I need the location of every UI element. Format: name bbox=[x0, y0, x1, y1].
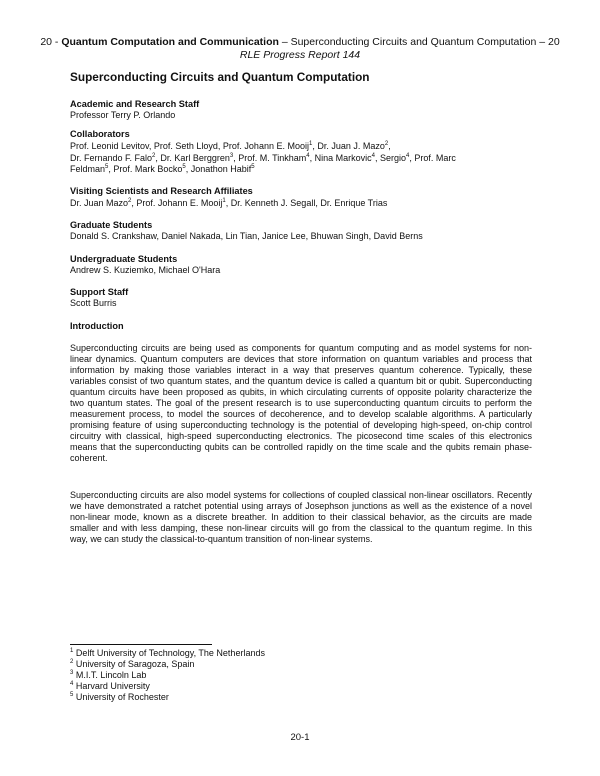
footnote-5: $^5$ University of Rochester bbox=[70, 692, 169, 702]
footnote-divider bbox=[70, 644, 212, 645]
heading-support-staff: Support Staff bbox=[70, 287, 129, 297]
heading-introduction: Introduction bbox=[70, 321, 124, 331]
intro-paragraph-1: Superconducting circuits are being used as components for quantum computing and as model systems for non-linear dynamics. Quantum computers are devices that store information on quantum variables and process that information by making those variables interact in a way that preserves quantum coherence. Typically, these variables consist of two quantum states, and the quantum device is called a quantum bit or qubit. Superconducting quantum circuits have been proposed as qubits, in which circulating currents of opposite polarity characterize the two quantum states. The goal of the present research is to use superconducting quantum circuits to perform the measurement process, to model the sources of decoherence, and to develop scalable algorithms. A particularly promising feature of using superconducting technology is the potential of developing high-speed, on-chip control circuitry with classical, high-speed superconducting electronics. The picosecond time scales of this electronics means that the superconducting qubits can be controlled rapidly on the time scale and the qubits remain phase-coherent. bbox=[70, 343, 532, 463]
header-bold-title: Quantum Computation and Communication bbox=[61, 36, 279, 48]
collaborators-line-3: Feldman$^5$, Prof. Mark Bocko$^5$, Jonathon Habif$^5$ bbox=[70, 164, 255, 174]
collaborators-line-1: Prof. Leonid Levitov, Prof. Seth Lloyd, Prof. Johann E. Mooij$^1$, Dr. Juan J. Mazo$^2$, bbox=[70, 141, 391, 151]
academic-staff-list: Professor Terry P. Orlando bbox=[70, 110, 176, 120]
heading-undergraduate-students: Undergraduate Students bbox=[70, 254, 178, 264]
graduate-students-list: Donald S. Crankshaw, Daniel Nakada, Lin Tian, Janice Lee, Bhuwan Singh, David Berns bbox=[70, 231, 423, 241]
footnote-4: $^4$ Harvard University bbox=[70, 681, 150, 691]
undergraduate-students-list: Andrew S. Kuziemko, Michael O'Hara bbox=[70, 265, 221, 275]
footnote-3: $^3$ M.I.T. Lincoln Lab bbox=[70, 670, 147, 680]
header-rest: – Superconducting Circuits and Quantum Computation – 20 bbox=[281, 36, 560, 48]
report-name: RLE Progress Report 144 bbox=[239, 49, 361, 61]
visiting-scientists-list: Dr. Juan Mazo$^2$, Prof. Johann E. Mooij$^1$, Dr. Kenneth J. Segall, Dr. Enrique Trias bbox=[70, 198, 388, 208]
footnote-1: $^1$ Delft University of Technology, The Netherlands bbox=[70, 648, 265, 658]
heading-graduate-students: Graduate Students bbox=[70, 220, 153, 230]
page-title: Superconducting Circuits and Quantum Computation bbox=[70, 70, 370, 84]
intro-paragraph-2: Superconducting circuits are also model systems for collections of coupled classical non-linear oscillators. Recently we have demonstrated a ratchet potential using arrays of Josephson junctions as well as the existence of a novel non-linear mode, known as a discrete breather. In addition to their classical behavior, as the circuits are made smaller and with less damping, these non-linear circuits will go from the classical to the quantum regime. In this way, we can study the classical-to-quantum transition of non-linear systems. bbox=[70, 490, 532, 544]
heading-collaborators: Collaborators bbox=[70, 129, 130, 139]
support-staff-list: Scott Burris bbox=[70, 298, 117, 308]
header-page-num: 20 - bbox=[40, 36, 59, 48]
running-header bbox=[0, 36, 600, 48]
heading-academic-staff: Academic and Research Staff bbox=[70, 99, 200, 109]
heading-visiting-scientists: Visiting Scientists and Research Affiliates bbox=[70, 186, 253, 196]
footnote-2: $^2$ University of Saragoza, Spain bbox=[70, 659, 195, 669]
collaborators-line-2: Dr. Fernando F. Falo$^2$, Dr. Karl Berggren$^3$, Prof. M. Tinkham$^4$, Nina Markovic$^4$, Sergio$^4$, Prof. Marc bbox=[70, 153, 456, 163]
page-number: 20-1 bbox=[290, 732, 310, 743]
